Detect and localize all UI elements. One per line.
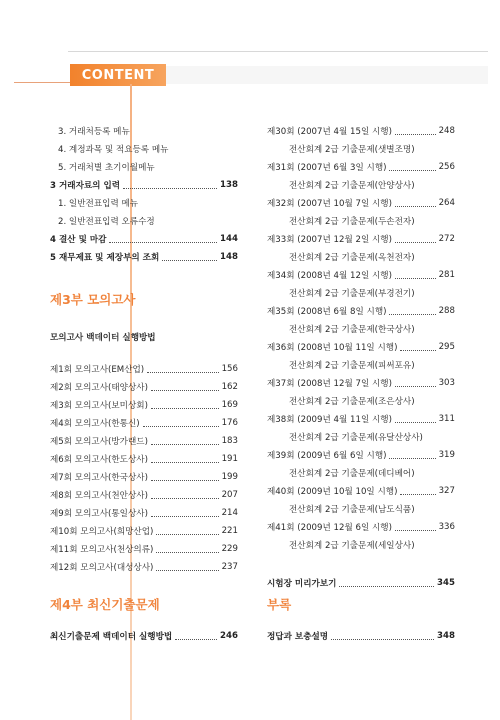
leader-dots [395, 278, 436, 279]
leader-dots [389, 170, 435, 171]
toc-entry[interactable]: 제34회 (2008년 4월 12일 시행) 281 [267, 270, 455, 281]
toc-entry[interactable]: 제30회 (2007년 4월 15일 시행) 248 [267, 126, 455, 137]
toc-entry[interactable]: 제35회 (2008년 6월 8일 시행) 288 [267, 306, 455, 317]
part4-title: 제4부 최신기출문제 [50, 597, 160, 612]
toc-entry[interactable]: 제4회 모의고사(한통신) 176 [50, 418, 238, 429]
toc-entry[interactable]: 정답과 보충설명 348 [267, 631, 455, 642]
toc-entry[interactable]: 제39회 (2009년 6월 6일 시행) 319 [267, 450, 455, 461]
toc-entry[interactable]: 4. 계정과목 및 적요등록 메뉴 [58, 145, 169, 155]
leader-dots [400, 494, 435, 495]
content-header [70, 64, 166, 86]
leader-dots [395, 530, 436, 531]
leader-dots [156, 570, 218, 571]
toc-entry[interactable]: 제11회 모의고사(천상의류) 229 [50, 544, 238, 555]
part3-title: 제3부 모의고사 [50, 292, 136, 307]
toc-entry[interactable]: 1. 일반전표입력 메뉴 [58, 199, 139, 209]
toc-entry[interactable]: 제8회 모의고사(천안상사) 207 [50, 490, 238, 501]
toc-entry[interactable]: 제9회 모의고사(통일상사) 214 [50, 508, 238, 519]
toc-entry[interactable]: 제5회 모의고사(방가랜드) 183 [50, 436, 238, 447]
toc-sub-entry: 전산회계 2급 기출문제(조은상사) [289, 397, 415, 407]
toc-sub-entry: 전산회계 2급 기출문제(샛별조명) [289, 145, 415, 155]
content-title: CONTENT [81, 68, 155, 83]
toc-entry[interactable]: 제32회 (2007년 10월 7일 시행) 264 [267, 198, 455, 209]
leader-dots [151, 516, 219, 517]
toc-entry[interactable]: 제31회 (2007년 6월 3일 시행) 256 [267, 162, 455, 173]
leader-dots [395, 134, 436, 135]
toc-entry[interactable]: 제10회 모의고사(희망산업) 221 [50, 526, 238, 537]
leader-dots [331, 639, 434, 640]
toc-sub-entry: 전산회계 2급 기출문제(피써포유) [289, 361, 415, 371]
toc-entry[interactable]: 4 결산 및 마감 144 [50, 234, 238, 245]
toc-entry[interactable]: 제37회 (2008년 12월 7일 시행) 303 [267, 378, 455, 389]
toc-sub-entry: 전산회계 2급 기출문제(옥천전자) [289, 253, 415, 263]
leader-dots [395, 242, 436, 243]
toc-entry[interactable]: 최신기출문제 백데이터 실행방법 246 [50, 631, 238, 642]
header-band [166, 66, 488, 84]
leader-dots [156, 534, 218, 535]
leader-dots [400, 350, 435, 351]
toc-entry[interactable]: 제6회 모의고사(한도상사) 191 [50, 454, 238, 465]
toc-entry[interactable]: 5 재무제표 및 제장부의 조회 148 [50, 252, 238, 263]
toc-entry[interactable]: 3. 거래처등록 메뉴 [58, 127, 130, 137]
toc-entry[interactable]: 제12회 모의고사(대성상사) 237 [50, 562, 238, 573]
leader-dots [156, 552, 218, 553]
leader-dots [151, 462, 219, 463]
toc-entry[interactable]: 제33회 (2007년 12월 2일 시행) 272 [267, 234, 455, 245]
toc-sub-entry: 전산회계 2급 기출문제(데디베어) [289, 469, 415, 479]
toc-entry[interactable]: 시험장 미리가보기 345 [267, 578, 455, 589]
leader-dots [389, 458, 435, 459]
toc-sub-entry: 전산회계 2급 기출문제(부경전기) [289, 289, 415, 299]
toc-sub-entry: 전산회계 2급 기출문제(안양상사) [289, 181, 415, 191]
appendix-title: 부록 [267, 597, 292, 612]
part3-subtitle[interactable]: 모의고사 백데이터 실행방법 [50, 333, 156, 343]
toc-entry[interactable]: 제2회 모의고사(태양상사) 162 [50, 382, 238, 393]
leader-dots [395, 422, 436, 423]
leader-dots [123, 188, 217, 189]
toc-entry[interactable]: 제1회 모의고사(EM산업) 156 [50, 364, 238, 375]
leader-dots [151, 498, 219, 499]
toc-sub-entry: 전산회계 2급 기출문제(남도식품) [289, 505, 415, 515]
toc-entry[interactable]: 5. 거래처별 초기이월메뉴 [58, 163, 155, 173]
leader-dots [143, 426, 219, 427]
leader-dots [151, 390, 219, 391]
leader-dots [389, 314, 435, 315]
toc-entry[interactable]: 제40회 (2009년 10월 10일 시행) 327 [267, 486, 455, 497]
leader-dots [109, 242, 217, 243]
toc-entry[interactable]: 제36회 (2008년 10월 11일 시행) 295 [267, 342, 455, 353]
toc-entry[interactable]: 제38회 (2009년 4월 11일 시행) 311 [267, 414, 455, 425]
leader-dots [339, 586, 434, 587]
toc-entry[interactable]: 제41회 (2009년 12월 6일 시행) 336 [267, 522, 455, 533]
header-line [14, 82, 70, 83]
leader-dots [147, 372, 218, 373]
toc-sub-entry: 전산회계 2급 기출문제(유달산상사) [289, 433, 423, 443]
leader-dots [151, 444, 219, 445]
leader-dots [395, 386, 436, 387]
toc-entry[interactable]: 2. 일반전표입력 오류수정 [58, 217, 155, 227]
top-rule [68, 51, 488, 52]
toc-entry[interactable]: 제7회 모의고사(한국상사) 199 [50, 472, 238, 483]
toc-sub-entry: 전산회계 2급 기출문제(세일상사) [289, 541, 415, 551]
toc-entry[interactable]: 제3회 모의고사(보미상회) 169 [50, 400, 238, 411]
toc-sub-entry: 전산회계 2급 기출문제(한국상사) [289, 325, 415, 335]
leader-dots [151, 480, 219, 481]
leader-dots [395, 206, 436, 207]
toc-sub-entry: 전산회계 2급 기출문제(두손전자) [289, 217, 415, 227]
toc-entry[interactable]: 3 거래자료의 입력 138 [50, 180, 238, 191]
leader-dots [162, 260, 217, 261]
leader-dots [151, 408, 219, 409]
leader-dots [175, 639, 217, 640]
